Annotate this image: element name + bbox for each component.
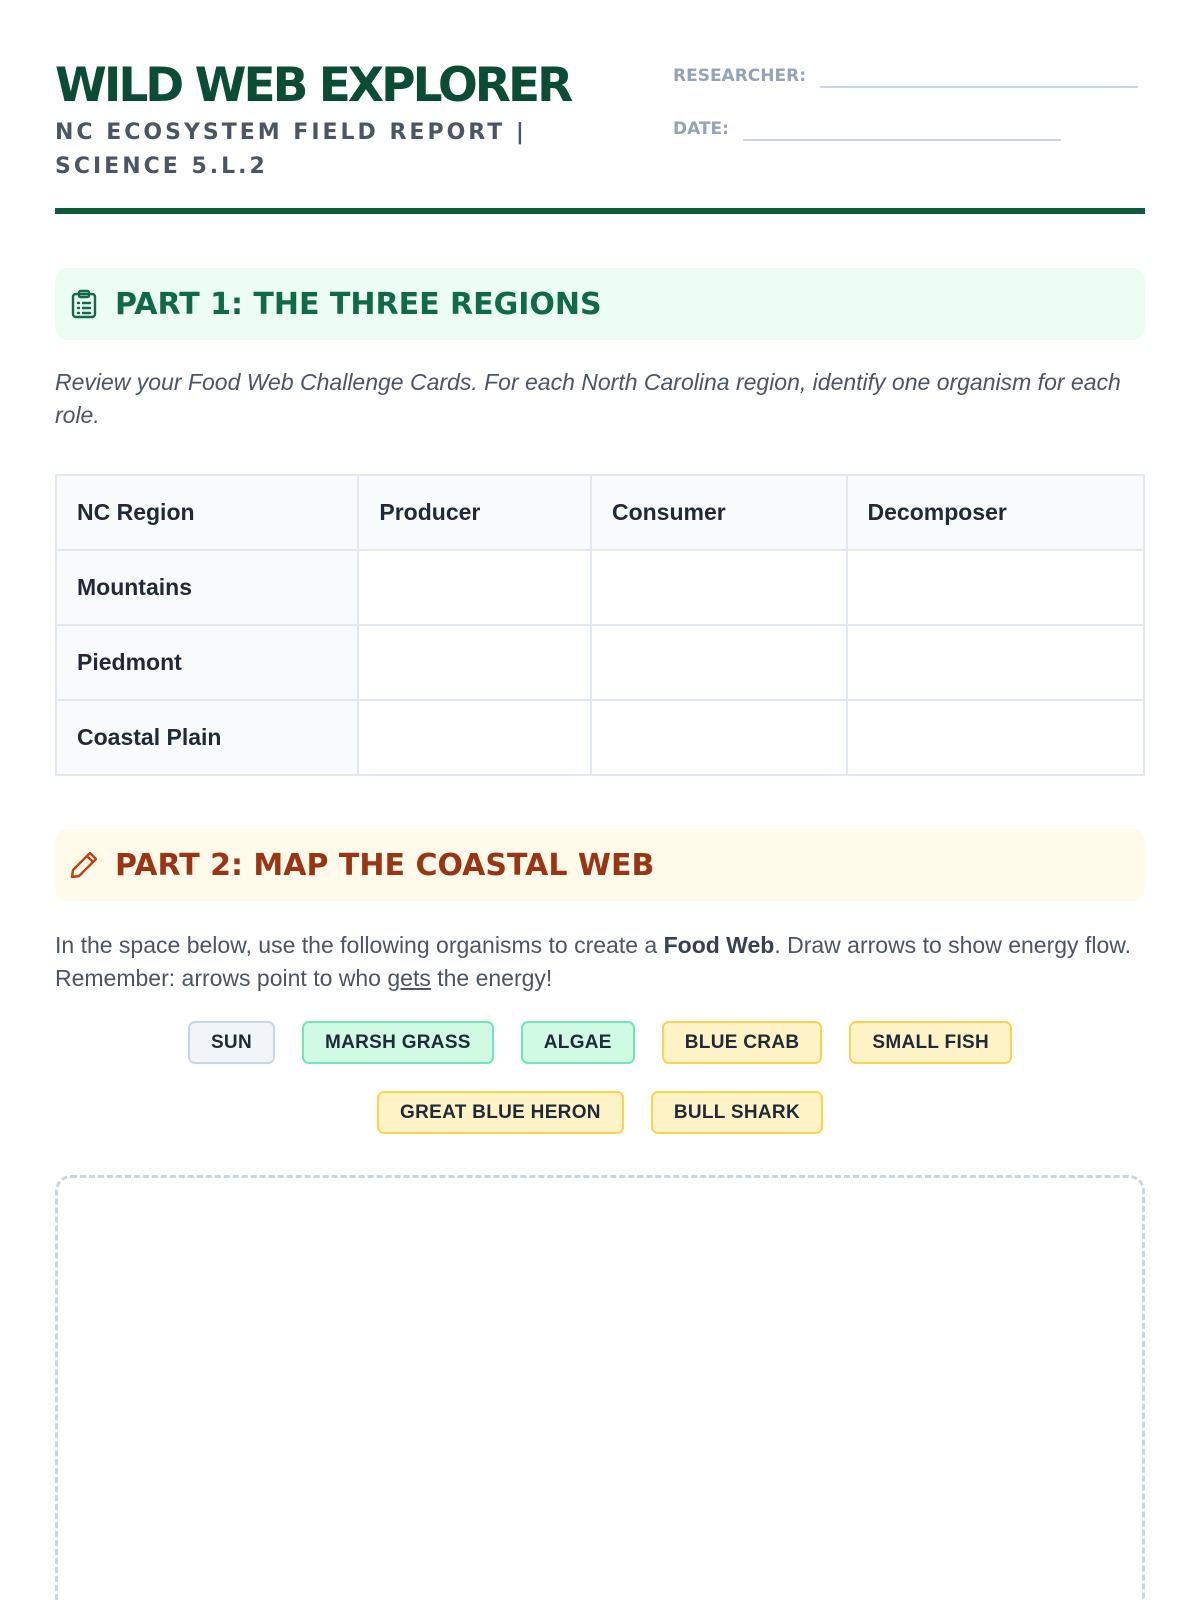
column-header-decomposer: Decomposer (847, 475, 1145, 550)
region-cell: Coastal Plain (56, 700, 358, 775)
date-blank-line[interactable] (743, 115, 1061, 141)
producer-answer-cell[interactable] (358, 625, 591, 700)
desc-text: . Draw arrows to show energy flow. Remember: arrows point to who (55, 932, 1131, 991)
desc-bold-term: Food Web (663, 932, 775, 958)
researcher-field (673, 62, 1138, 88)
consumer-answer-cell[interactable] (591, 625, 847, 700)
regions-table (55, 474, 1145, 776)
region-cell: Piedmont (56, 625, 358, 700)
part2-header (55, 829, 1145, 901)
date-label: DATE: (673, 119, 729, 139)
researcher-label: RESEARCHER: (673, 66, 807, 86)
decomposer-answer-cell[interactable] (847, 700, 1145, 775)
region-cell: Mountains (56, 550, 358, 625)
part1-header (55, 268, 1145, 340)
organism-chip[interactable]: BLUE CRAB (662, 1021, 823, 1064)
organism-chip[interactable]: ALGAE (521, 1021, 635, 1064)
desc-underlined-word: gets (387, 965, 431, 991)
decomposer-answer-cell[interactable] (847, 550, 1145, 625)
column-header-producer: Producer (358, 475, 591, 550)
part1-instructions: Review your Food Web Challenge Cards. For each North Carolina region, identify one organism for each role. (55, 369, 1121, 428)
table-row (56, 550, 1144, 625)
organism-chip[interactable]: MARSH GRASS (302, 1021, 494, 1064)
decomposer-answer-cell[interactable] (847, 625, 1145, 700)
organism-chip[interactable]: GREAT BLUE HERON (377, 1091, 624, 1134)
desc-text: the energy! (430, 965, 553, 991)
consumer-answer-cell[interactable] (591, 700, 847, 775)
worksheet-header (55, 58, 1145, 214)
worksheet-subtitle: NC ECOSYSTEM FIELD REPORT | SCIENCE 5.L.2 (55, 120, 527, 179)
part1-title: PART 1: THE THREE REGIONS (115, 286, 602, 322)
food-web-drawing-area[interactable] (55, 1175, 1145, 1600)
table-row (56, 700, 1144, 775)
producer-answer-cell[interactable] (358, 700, 591, 775)
date-field (673, 115, 1061, 141)
worksheet-page (55, 0, 1145, 1600)
organism-chip[interactable]: SMALL FISH (849, 1021, 1012, 1064)
organism-chip[interactable]: SUN (188, 1021, 275, 1064)
organism-chip[interactable]: BULL SHARK (651, 1091, 823, 1134)
clipboard-icon (69, 289, 99, 319)
column-header-region: NC Region (56, 475, 358, 550)
part2-description (55, 929, 1145, 995)
pencil-icon (69, 850, 99, 880)
organism-chip-list (55, 1021, 1145, 1134)
worksheet-title: WILD WEB EXPLORER (55, 58, 571, 113)
table-row (56, 625, 1144, 700)
table-header-row (56, 475, 1144, 550)
desc-text: In the space below, use the following organisms to create a (55, 932, 664, 958)
producer-answer-cell[interactable] (358, 550, 591, 625)
researcher-blank-line[interactable] (820, 62, 1138, 88)
column-header-consumer: Consumer (591, 475, 847, 550)
consumer-answer-cell[interactable] (591, 550, 847, 625)
part2-title: PART 2: MAP THE COASTAL WEB (115, 847, 655, 883)
